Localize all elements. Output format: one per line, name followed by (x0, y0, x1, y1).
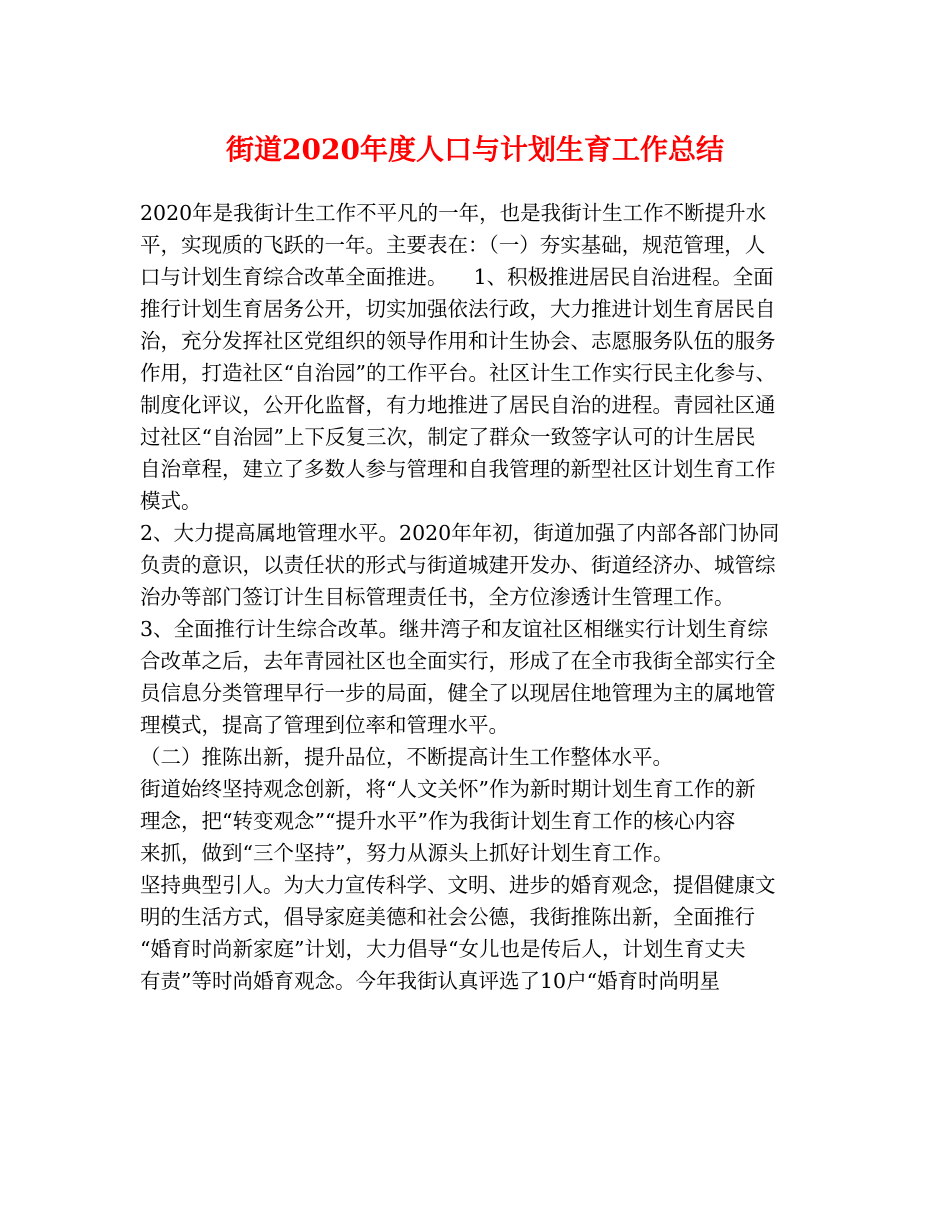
body-line: “婚育时尚新家庭”计划，大力倡导“女儿也是传后人，计划生育丈夫 (140, 937, 746, 961)
body-line: 理模式，提高了管理到位率和管理水平。 (140, 713, 509, 737)
body-line: 口与计划生育综合改革全面推进。 1、积极推进居民自治进程。全面 (140, 265, 774, 289)
body-line: 2、大力提高属地管理水平。2020年年初，街道加强了内部各部门协同 (140, 521, 780, 545)
body-line: 负责的意识，以责任状的形式与街道城建开发办、街道经济办、城管综 (140, 553, 776, 577)
body-line: 治，充分发挥社区党组织的领导作用和计生协会、志愿服务队伍的服务 (140, 329, 776, 353)
body-line: （二）推陈出新，提升品位，不断提高计生工作整体水平。 (140, 745, 673, 769)
body-line: 推行计划生育居务公开，切实加强依法行政，大力推进计划生育居民自 (140, 297, 776, 321)
body-line: 明的生活方式，倡导家庭美德和社会公德，我街推陈出新，全面推行 (140, 905, 755, 929)
document-title: 街道2020年度人口与计划生育工作总结 (226, 133, 724, 166)
body-line: 有责”等时尚婚育观念。今年我街认真评选了10户“婚育时尚明星 (140, 969, 721, 993)
body-line: 自治章程，建立了多数人参与管理和自我管理的新型社区计划生育工作 (140, 457, 776, 481)
body-line: 合改革之后，去年青园社区也全面实行，形成了在全市我街全部实行全 (140, 649, 776, 673)
body-line: 2020年是我街计生工作不平凡的一年，也是我街计生工作不断提升水 (140, 201, 767, 225)
body-line: 理念，把“转变观念”“提升水平”作为我街计划生育工作的核心内容 (140, 809, 736, 833)
body-line: 作用，打造社区“自治园”的工作平台。社区计生工作实行民主化参与、 (140, 361, 776, 385)
body-line: 治办等部门签订计生目标管理责任书，全方位渗透计生管理工作。 (140, 585, 735, 609)
body-line: 制度化评议，公开化监督，有力地推进了居民自治的进程。青园社区通 (140, 393, 776, 417)
document-body (140, 197, 830, 997)
body-line: 过社区“自治园”上下反复三次，制定了群众一致签字认可的计生居民 (140, 425, 756, 449)
body-line: 街道始终坚持观念创新，将“人文关怀”作为新时期计划生育工作的新 (140, 777, 756, 801)
body-line: 来抓，做到“三个坚持”，努力从源头上抓好计划生育工作。 (140, 841, 674, 865)
body-line: 坚持典型引人。为大力宣传科学、文明、进步的婚育观念，提倡健康文 (140, 873, 776, 897)
body-line: 模式。 (140, 489, 202, 513)
body-line: 员信息分类管理早行一步的局面，健全了以现居住地管理为主的属地管 (140, 681, 776, 705)
body-line: 平，实现质的飞跃的一年。主要表在：（一）夯实基础，规范管理，人 (140, 233, 766, 257)
body-line: 3、全面推行计生综合改革。继井湾子和友谊社区相继实行计划生育综 (140, 617, 769, 641)
